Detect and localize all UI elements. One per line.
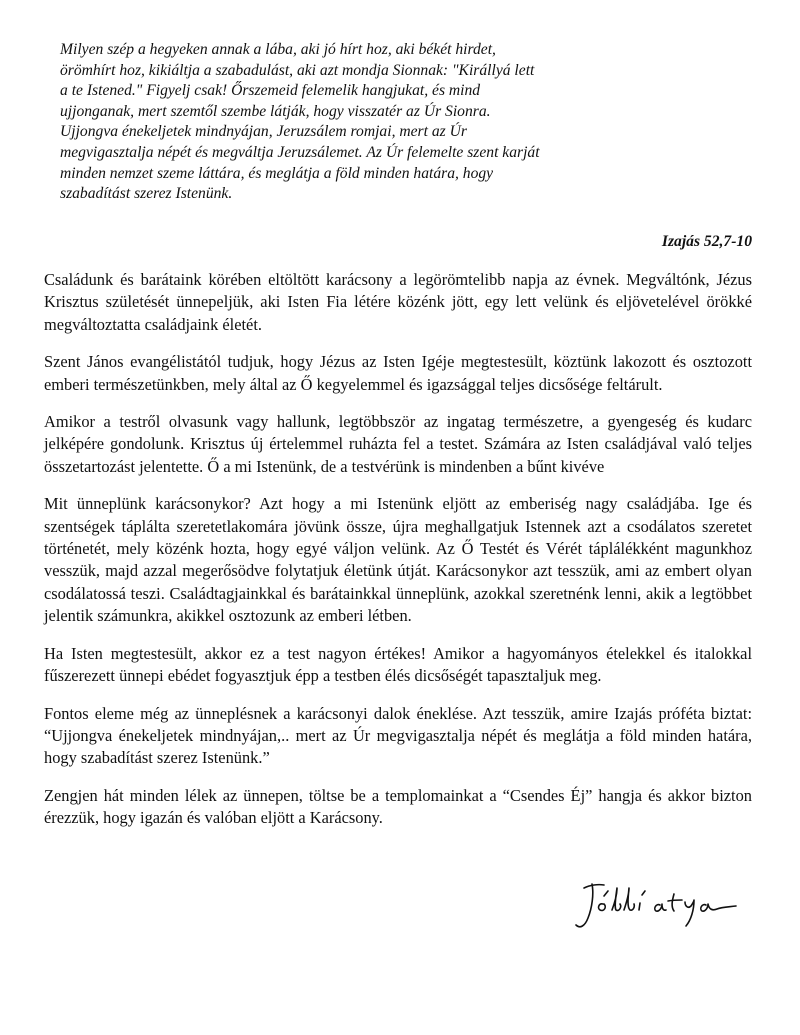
quote-paragraph-1: Milyen szép a hegyeken annak a lába, aki jó hírt hoz, aki békét hirdet, örömhírt hoz, kikiáltja a szabadulást, aki azt mondja Sionnak: "Királlyá lett a te Istened." Figyelj csak! Őrszemeid felemelik hangjukat, és mind ujjonganak, mert szemtől szembe látják, hogy visszatér az Úr Sionra. [60, 41, 535, 120]
scripture-quote [60, 40, 542, 205]
scripture-reference: Izajás 52,7-10 [661, 233, 752, 250]
handwritten-signature [570, 876, 745, 936]
body-paragraph-2: Szent János evangélistától tudjuk, hogy Jézus az Isten Igéje megtestesült, köztünk lakozott és osztozott emberi természetünkben, mely által az Ő kegyelemmel és igazsággal teljes dicsősége feltárult. [44, 352, 752, 394]
body-paragraph-6: Fontos eleme még az ünneplésnek a karácsonyi dalok éneklése. Azt tesszük, amire Izajás próféta biztat: “Ujjongva énekeljetek mindnyájan,.. mert az Úr megvigasztalja népét és meglátja a föld minden határa, hogy szabadítást szerez Istenünk.” [44, 703, 752, 768]
letter-body [44, 269, 752, 845]
quote-paragraph-2: Ujjongva énekeljetek mindnyájan, Jeruzsálem romjai, mert az Úr megvigasztalja népét és megváltja Jeruzsálemet. Az Úr felemelte szent karját minden nemzet szeme láttára, és meglátja a föld minden határa, hogy szabadítást szerez Istenünk. [60, 123, 540, 203]
body-paragraph-4: Mit ünneplünk karácsonykor? Azt hogy a mi Istenünk eljött az emberiség nagy családjába. Ige és szentségek táplálta szeretetlakomára jövünk össze, újra meghallgatjuk Istennek azt a csodálatos szeretet történetét, mely közénk hozta, hogy egyé váljon velünk. Az Ő Testét és Vérét táplálékként magunkhoz vesszük, majd azzal megerősödve folytatjuk életünk útját. Karácsonykor azt tesszük, ami az embert olyan csodálatossá teszi. Családtagjainkkal és barátainkkal ünneplünk, azokkal szeretnénk lenni, akik a legtöbbet jelentik számunkra, akikkel osztozunk az emberi létben. [44, 494, 752, 626]
body-paragraph-5: Ha Isten megtestesült, akkor ez a test nagyon értékes! Amikor a hagyományos ételekkel és italokkal fűszerezett ünnepi ebédet fogyasztjuk épp a testben élés dicsőségét tapasztaljuk meg. [44, 643, 752, 686]
body-paragraph-1: Családunk és barátaink körében eltöltött karácsony a legörömtelibb napja az évnek. Megváltónk, Jézus Krisztus születését ünnepeljük, aki Isten Fia létére közénk jött, egy lett velünk és eljövetelével örökké megváltoztatta családjaink életét. [44, 270, 752, 334]
body-paragraph-7: Zengjen hát minden lélek az ünnepen, töltse be a templomainkat a “Csendes Éj” hangja és akkor bizton érezzük, hogy igazán és valóban eljött a Karácsony. [44, 785, 752, 828]
body-paragraph-3: Amikor a testről olvasunk vagy hallunk, legtöbbször az ingatag természetre, a gyengeség és kudarc jelképére gondolunk. Krisztus új értelemmel ruházta fel a testet. Számára az Isten családjával való teljes összetartozást jelentette. Ő a mi Istenünk, de a testvérünk is mindenben a bűnt kivéve [44, 412, 752, 476]
